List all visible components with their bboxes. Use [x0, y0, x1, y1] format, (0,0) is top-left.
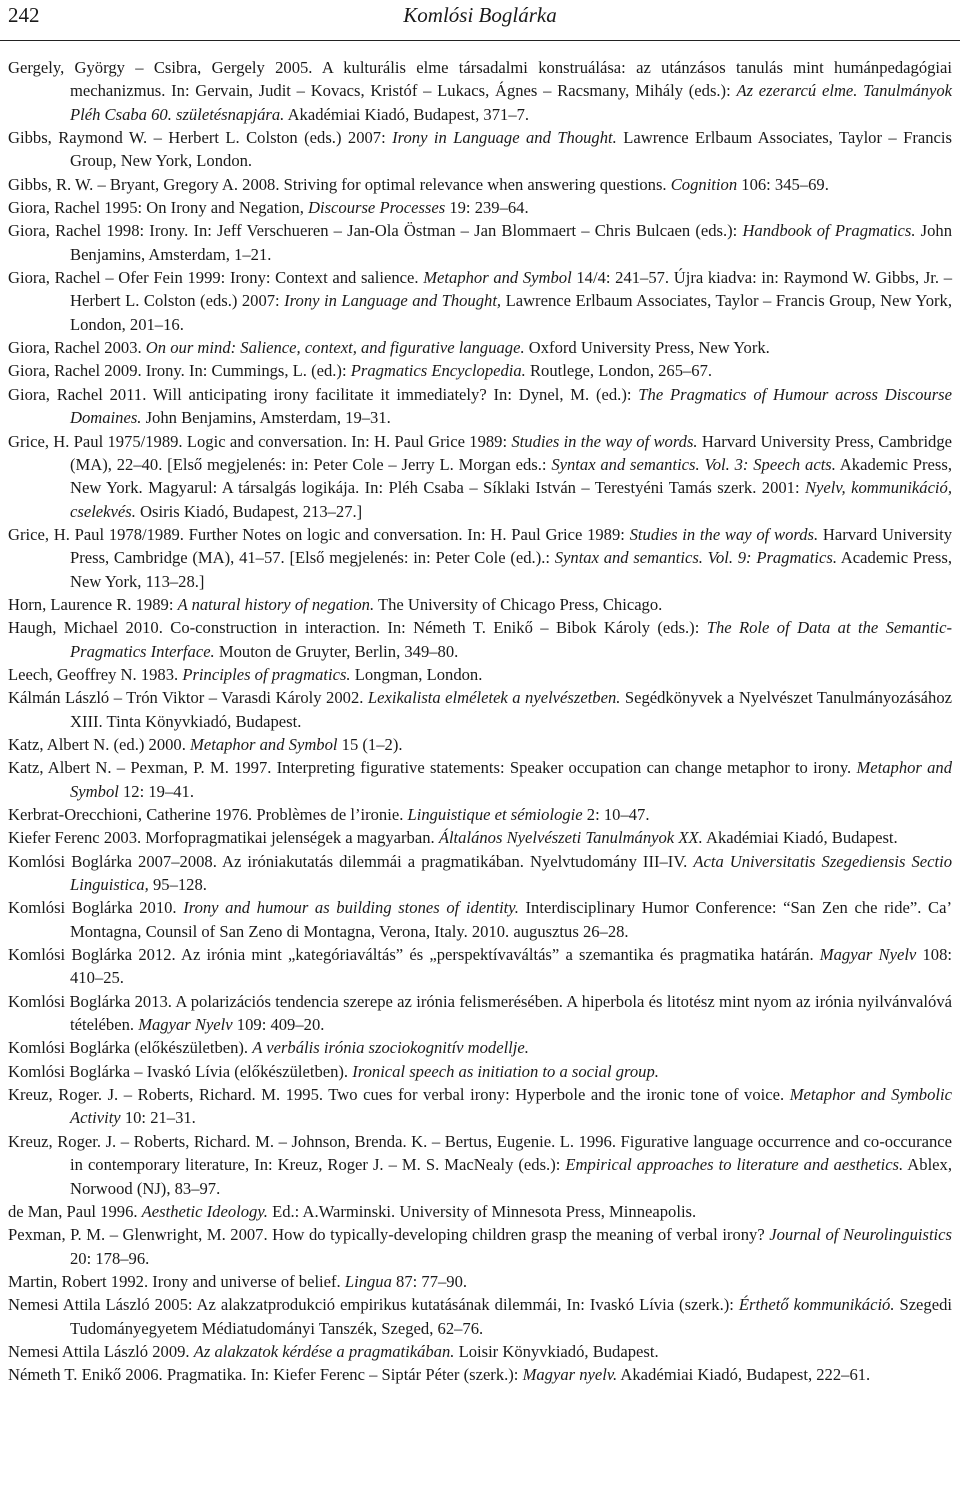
reference-text: Oxford University Press, New York. [524, 338, 770, 358]
reference-entry [8, 219, 952, 266]
reference-text: Akadémiai Kiadó, Budapest, 222–61. [617, 1365, 871, 1385]
reference-text: 20: 178–96. [70, 1248, 150, 1268]
reference-text: Németh T. Enikő 2006. Pragmatika. In: Kiefer Ferenc – Siptár Péter (szerk.): [8, 1365, 523, 1385]
reference-entry [8, 1293, 952, 1340]
reference-text: Academic Press, New York, 113–28.] [70, 548, 952, 591]
reference-text: Ed.: A.Warminski. University of Minnesota Press, Minneapolis. [267, 1201, 697, 1221]
reference-text: Grice, H. Paul 1975/1989. Logic and conversation. In: H. Paul Grice 1989: [8, 431, 512, 451]
reference-entry [8, 1036, 952, 1059]
reference-entry [8, 266, 952, 336]
reference-italic-text: Empirical approaches to literature and aesthetics. [565, 1155, 904, 1175]
reference-italic-text: Lingua [344, 1271, 392, 1291]
reference-text: 2: 10–47. [582, 805, 650, 824]
reference-text: Szegedi Tudományegyetem Médiatudományi Tanszék, Szeged, 62–76. [70, 1295, 952, 1338]
reference-entry [8, 1083, 952, 1130]
reference-italic-text: Az alakzatok kérdése a pragmatikában. [193, 1341, 455, 1361]
reference-entry [8, 756, 952, 803]
reference-text: Haugh, Michael 2010. Co-construction in interaction. In: Németh T. Enikő – Bibok Károly (eds.): [8, 618, 707, 638]
reference-entry [8, 1060, 952, 1083]
reference-italic-text: Metaphor and Symbol [190, 734, 338, 754]
reference-text: Giora, Rachel 2011. Will anticipating irony facilitate it immediately? In: Dynel, M. (ed.): [8, 384, 639, 404]
reference-italic-text: Syntax and semantics. Vol. 9: Pragmatics. [554, 548, 837, 568]
reference-italic-text: Pragmatics Encyclopedia. [350, 361, 526, 381]
reference-text: Gibbs, Raymond W. – Herbert L. Colston (eds.) 2007: [8, 128, 393, 148]
reference-italic-text: Magyar Nyelv [819, 945, 917, 965]
reference-text: Grice, H. Paul 1978/1989. Further Notes on logic and conversation. In: H. Paul Grice 1989: [8, 524, 630, 544]
reference-text: 106: 345–69. [737, 174, 829, 194]
reference-text: Nemesi Attila László 2009. [8, 1341, 194, 1361]
reference-italic-text: Journal of Neurolinguistics [769, 1225, 952, 1245]
reference-text: Akademic Press, New York. Magyarul: A társalgás logikája. In: Pléh Csaba – Síklaki István – Terestyéni Tamás szerk. 2001: [70, 454, 952, 498]
reference-italic-text: Irony in Language and Thought. [392, 128, 617, 148]
reference-entry [8, 359, 952, 382]
reference-text: Giora, Rachel 1998: Irony. In: Jeff Verschueren – Jan-Ola Östman – Jan Blommaert – Chris Bulcaen (eds.): [8, 221, 743, 241]
reference-entry [8, 1340, 952, 1363]
reference-text: Katz, Albert N. (ed.) 2000. [8, 734, 191, 754]
reference-text: de Man, Paul 1996. [8, 1201, 142, 1221]
reference-text: 15 (1–2). [337, 734, 403, 754]
reference-italic-text: Syntax and semantics. Vol. 3: Speech acts. [551, 454, 836, 474]
reference-text: Harvard University Press, Cambridge (MA), 22–40. [Első megjelenés: in: Peter Cole – Jerry L. Morgan eds.: [70, 431, 953, 474]
reference-text: 87: 77–90. [391, 1271, 468, 1291]
reference-italic-text: Ironical speech as initiation to a social group. [352, 1061, 659, 1081]
reference-italic-text: Érthető kommunikáció. [738, 1295, 895, 1315]
reference-text: 12: 19–41. [118, 781, 194, 801]
reference-text: Akadémiai Kiadó, Budapest, 371–7. [284, 104, 530, 124]
reference-text: Giora, Rachel 1995: On Irony and Negation, [8, 198, 308, 218]
reference-entry [8, 1363, 952, 1386]
reference-text: Komlósi Boglárka – Ivaskó Lívia (előkészületben). [8, 1061, 353, 1081]
reference-text: Katz, Albert N. – Pexman, P. M. 1997. Interpreting figurative statements: Speaker occupation can change metaphor to irony. [8, 758, 857, 778]
reference-text: John Benjamins, Amsterdam, 1–21. [70, 221, 952, 264]
reference-text: Loisir Könyvkiadó, Budapest. [454, 1341, 659, 1361]
reference-italic-text: The Pragmatics of Humour across Discourse Domaines. [70, 384, 953, 428]
reference-text: Harvard University Press, Cambridge (MA), 41–57. [Első megjelenés: in: Peter Cole (ed.).: [70, 524, 952, 568]
reference-text: Ablex, Norwood (NJ), 83–97. [70, 1155, 952, 1198]
reference-entry [8, 196, 952, 219]
reference-italic-text: Metaphor and Symbol [423, 268, 572, 288]
reference-italic-text: Irony in Language and Thought, [284, 291, 502, 311]
reference-text: Kerbrat-Orecchioni, Catherine 1976. Problèmes de l’ironie. [8, 805, 408, 824]
reference-text: Komlósi Boglárka 2010. [8, 898, 184, 918]
reference-entry [8, 1130, 952, 1200]
reference-entry [8, 943, 952, 990]
reference-text: Longman, London. [350, 664, 483, 684]
reference-text: Kálmán László – Trón Viktor – Varasdi Károly 2002. [8, 688, 368, 708]
reference-entry [8, 1223, 952, 1270]
reference-list [8, 56, 952, 1387]
reference-entry [8, 663, 952, 686]
reference-text: Giora, Rachel – Ofer Fein 1999: Irony: Context and salience. [8, 268, 424, 288]
reference-text: John Benjamins, Amsterdam, 19–31. [141, 408, 391, 428]
reference-entry [8, 523, 952, 593]
reference-entry [8, 990, 952, 1037]
reference-entry [8, 430, 952, 523]
reference-italic-text: Lexikalista elméletek a nyelvészetben. [367, 688, 621, 708]
reference-text: Leech, Geoffrey N. 1983. [8, 664, 183, 684]
reference-text: 108: 410–25. [70, 945, 952, 988]
reference-entry [8, 126, 952, 173]
reference-entry [8, 733, 952, 756]
reference-text: Lawrence Erlbaum Associates, Taylor – Francis Group, New York, London. [70, 128, 952, 171]
reference-text: 14/4: 241–57. Újra kiadva: in: Raymond W. Gibbs, Jr. – Herbert L. Colston (eds.) 2007: [70, 268, 952, 311]
reference-italic-text: Általános Nyelvészeti Tanulmányok XX. [438, 828, 703, 848]
reference-entry [8, 1270, 952, 1293]
reference-italic-text: Studies in the way of words. [511, 431, 698, 451]
reference-text: Mouton de Gruyter, Berlin, 349–80. [214, 641, 459, 661]
reference-text: 19: 239–64. [445, 198, 529, 218]
reference-text: 95–128. [148, 875, 207, 895]
reference-italic-text: Linguistique et sémiologie [407, 805, 583, 824]
reference-text: Kreuz, Roger. J. – Roberts, Richard. M. – Johnson, Brenda. K. – Bertus, Eugenie. L. 1996. Figurative language occurrence and co-occurance in contemporary literature, In: Kreuz, Roger J. – M. S. MacNealy (eds.): [8, 1131, 952, 1175]
reference-italic-text: Metaphor and Symbolic Activity [70, 1085, 952, 1128]
reference-italic-text: Nyelv, kommunikáció, cselekvés. [70, 478, 952, 521]
reference-text: Osiris Kiadó, Budapest, 213–27.] [135, 501, 363, 521]
reference-text: Segédkönyvek a Nyelvészet Tanulmányozásához XIII. Tinta Könyvkiadó, Budapest. [70, 688, 952, 731]
reference-entry [8, 593, 952, 616]
reference-italic-text: Discourse Processes [308, 198, 446, 218]
reference-italic-text: Magyar nyelv. [522, 1365, 618, 1385]
reference-text: Lawrence Erlbaum Associates, Taylor – Francis Group, New York, London, 201–16. [70, 291, 952, 334]
reference-text: 109: 409–20. [232, 1015, 325, 1035]
running-title: Komlósi Boglárka [403, 3, 557, 27]
reference-text: Interdisciplinary Humor Conference: “San Zen che ride”. Ca’ Montagna, Counsil of San Zeno di Montagna, Verona, Italy. 2010. augusztus 26–28. [70, 898, 952, 941]
reference-text: Routlege, London, 265–67. [525, 361, 713, 381]
reference-entry [8, 336, 952, 359]
reference-italic-text: Metaphor and Symbol [70, 758, 953, 801]
reference-text: Kiefer Ferenc 2003. Morfopragmatikai jelenségek a magyarban. [8, 828, 439, 848]
reference-text: Nemesi Attila László 2005: Az alakzatprodukció empirikus kutatásának dilemmái, In: Ivaskó Lívia (szerk.): [8, 1295, 739, 1315]
running-header [0, 0, 960, 41]
reference-italic-text: Magyar Nyelv [138, 1015, 233, 1035]
reference-text: Gibbs, R. W. – Bryant, Gregory A. 2008. Striving for optimal relevance when answering questions. [8, 174, 671, 194]
reference-italic-text: Aesthetic Ideology. [141, 1201, 268, 1221]
reference-text: Komlósi Boglárka (előkészületben). [8, 1038, 253, 1058]
reference-text: Pexman, P. M. – Glenwright, M. 2007. How do typically-developing children grasp the meaning of verbal irony? [8, 1225, 770, 1245]
reference-italic-text: A verbális irónia szociokognitív modellje. [252, 1038, 529, 1058]
reference-text: Akadémiai Kiadó, Budapest. [702, 828, 898, 848]
reference-text: Gergely, György – Csibra, Gergely 2005. A kulturális elme társadalmi konstruálása: az utánzásos tanulás mint humánpedagógiai mechanizmus. In: Gervain, Judit – Kovacs, Kristóf – Lukacs, Ágnes – Racsmany, Mihály (eds.): [8, 58, 952, 101]
page-number: 242 [8, 3, 40, 27]
reference-entry [8, 896, 952, 943]
reference-italic-text: Acta Universitatis Szegediensis Sectio Linguistica, [70, 851, 952, 895]
reference-italic-text: Handbook of Pragmatics. [742, 221, 916, 241]
reference-entry [8, 56, 952, 126]
reference-entry [8, 383, 952, 430]
reference-entry [8, 850, 952, 897]
reference-italic-text: A natural history of negation. [177, 594, 375, 614]
reference-text: 10: 21–31. [120, 1108, 196, 1128]
reference-text: Horn, Laurence R. 1989: [8, 594, 178, 614]
reference-entry [8, 616, 952, 663]
reference-italic-text: The Role of Data at the Semantic-Pragmatics Interface. [70, 618, 952, 661]
reference-text: Komlósi Boglárka 2012. Az irónia mint „kategóriaváltás” és „perspektívaváltás” a szemantika és pragmatika határán. [8, 945, 820, 965]
reference-text: The University of Chicago Press, Chicago. [374, 594, 663, 614]
reference-text: Komlósi Boglárka 2013. A polarizációs tendencia szerepe az irónia felismerésében. A hiperbola és litotész mint nyom az irónia nyilvánvalóvá tételében. [8, 991, 952, 1035]
reference-text: Komlósi Boglárka 2007–2008. Az iróniakutatás dilemmái a pragmatikában. Nyelvtudomány III–IV. [8, 851, 694, 871]
reference-italic-text: Cognition [670, 174, 738, 194]
reference-entry [8, 686, 952, 733]
reference-text: Giora, Rachel 2003. [8, 338, 146, 358]
reference-entry [8, 1200, 952, 1223]
reference-text: Kreuz, Roger. J. – Roberts, Richard. M. 1995. Two cues for verbal irony: Hyperbole and the ironic tone of voice. [8, 1085, 790, 1105]
reference-entry [8, 803, 952, 826]
reference-italic-text: On our mind: Salience, context, and figurative language. [145, 338, 525, 358]
reference-text: Martin, Robert 1992. Irony and universe of belief. [8, 1271, 345, 1291]
reference-italic-text: Studies in the way of words. [629, 524, 819, 544]
reference-italic-text: Principles of pragmatics. [182, 664, 351, 684]
reference-entry [8, 173, 952, 196]
reference-text: Giora, Rachel 2009. Irony. In: Cummings, L. (ed.): [8, 361, 351, 381]
reference-entry [8, 826, 952, 849]
reference-italic-text: Az ezerarcú elme. Tanulmányok Pléh Csaba 60. születésnapjára. [70, 81, 952, 124]
reference-italic-text: Irony and humour as building stones of identity. [183, 898, 519, 918]
